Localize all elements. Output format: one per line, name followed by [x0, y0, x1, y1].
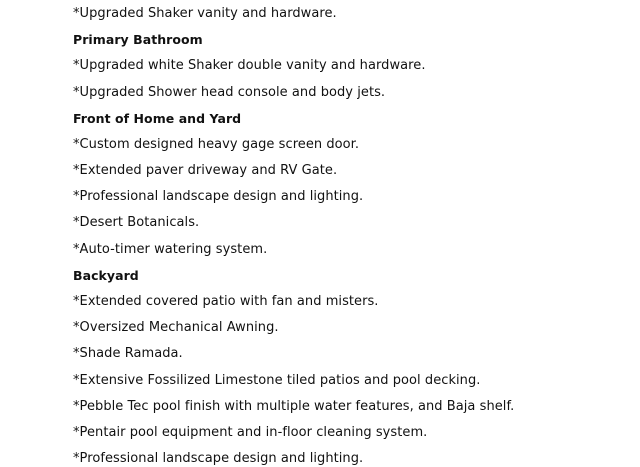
section-heading: Front of Home and Yard: [73, 111, 242, 126]
feature-item: *Auto-timer watering system.: [73, 242, 268, 257]
feature-item: *Professional landscape design and lighting.: [73, 189, 364, 204]
feature-item: *Professional landscape design and lighting.: [73, 451, 364, 466]
feature-item: *Extended covered patio with fan and misters.: [73, 294, 379, 309]
document-body: [73, 0, 640, 466]
feature-item: *Pentair pool equipment and in-floor cleaning system.: [73, 425, 428, 440]
feature-item: *Oversized Mechanical Awning.: [73, 320, 279, 335]
section-heading: Primary Bathroom: [73, 32, 203, 47]
feature-item: *Extensive Fossilized Limestone tiled patios and pool decking.: [73, 373, 481, 388]
feature-item: *Shade Ramada.: [73, 346, 183, 361]
feature-item: *Upgraded Shaker vanity and hardware.: [73, 6, 337, 21]
feature-item: *Extended paver driveway and RV Gate.: [73, 163, 338, 178]
feature-item: *Upgraded Shower head console and body jets.: [73, 85, 386, 100]
section-heading: Backyard: [73, 268, 139, 283]
feature-item: *Custom designed heavy gage screen door.: [73, 137, 360, 152]
feature-item: *Pebble Tec pool finish with multiple water features, and Baja shelf.: [73, 399, 515, 414]
feature-item: *Upgraded white Shaker double vanity and hardware.: [73, 58, 426, 73]
feature-item: *Desert Botanicals.: [73, 215, 200, 230]
